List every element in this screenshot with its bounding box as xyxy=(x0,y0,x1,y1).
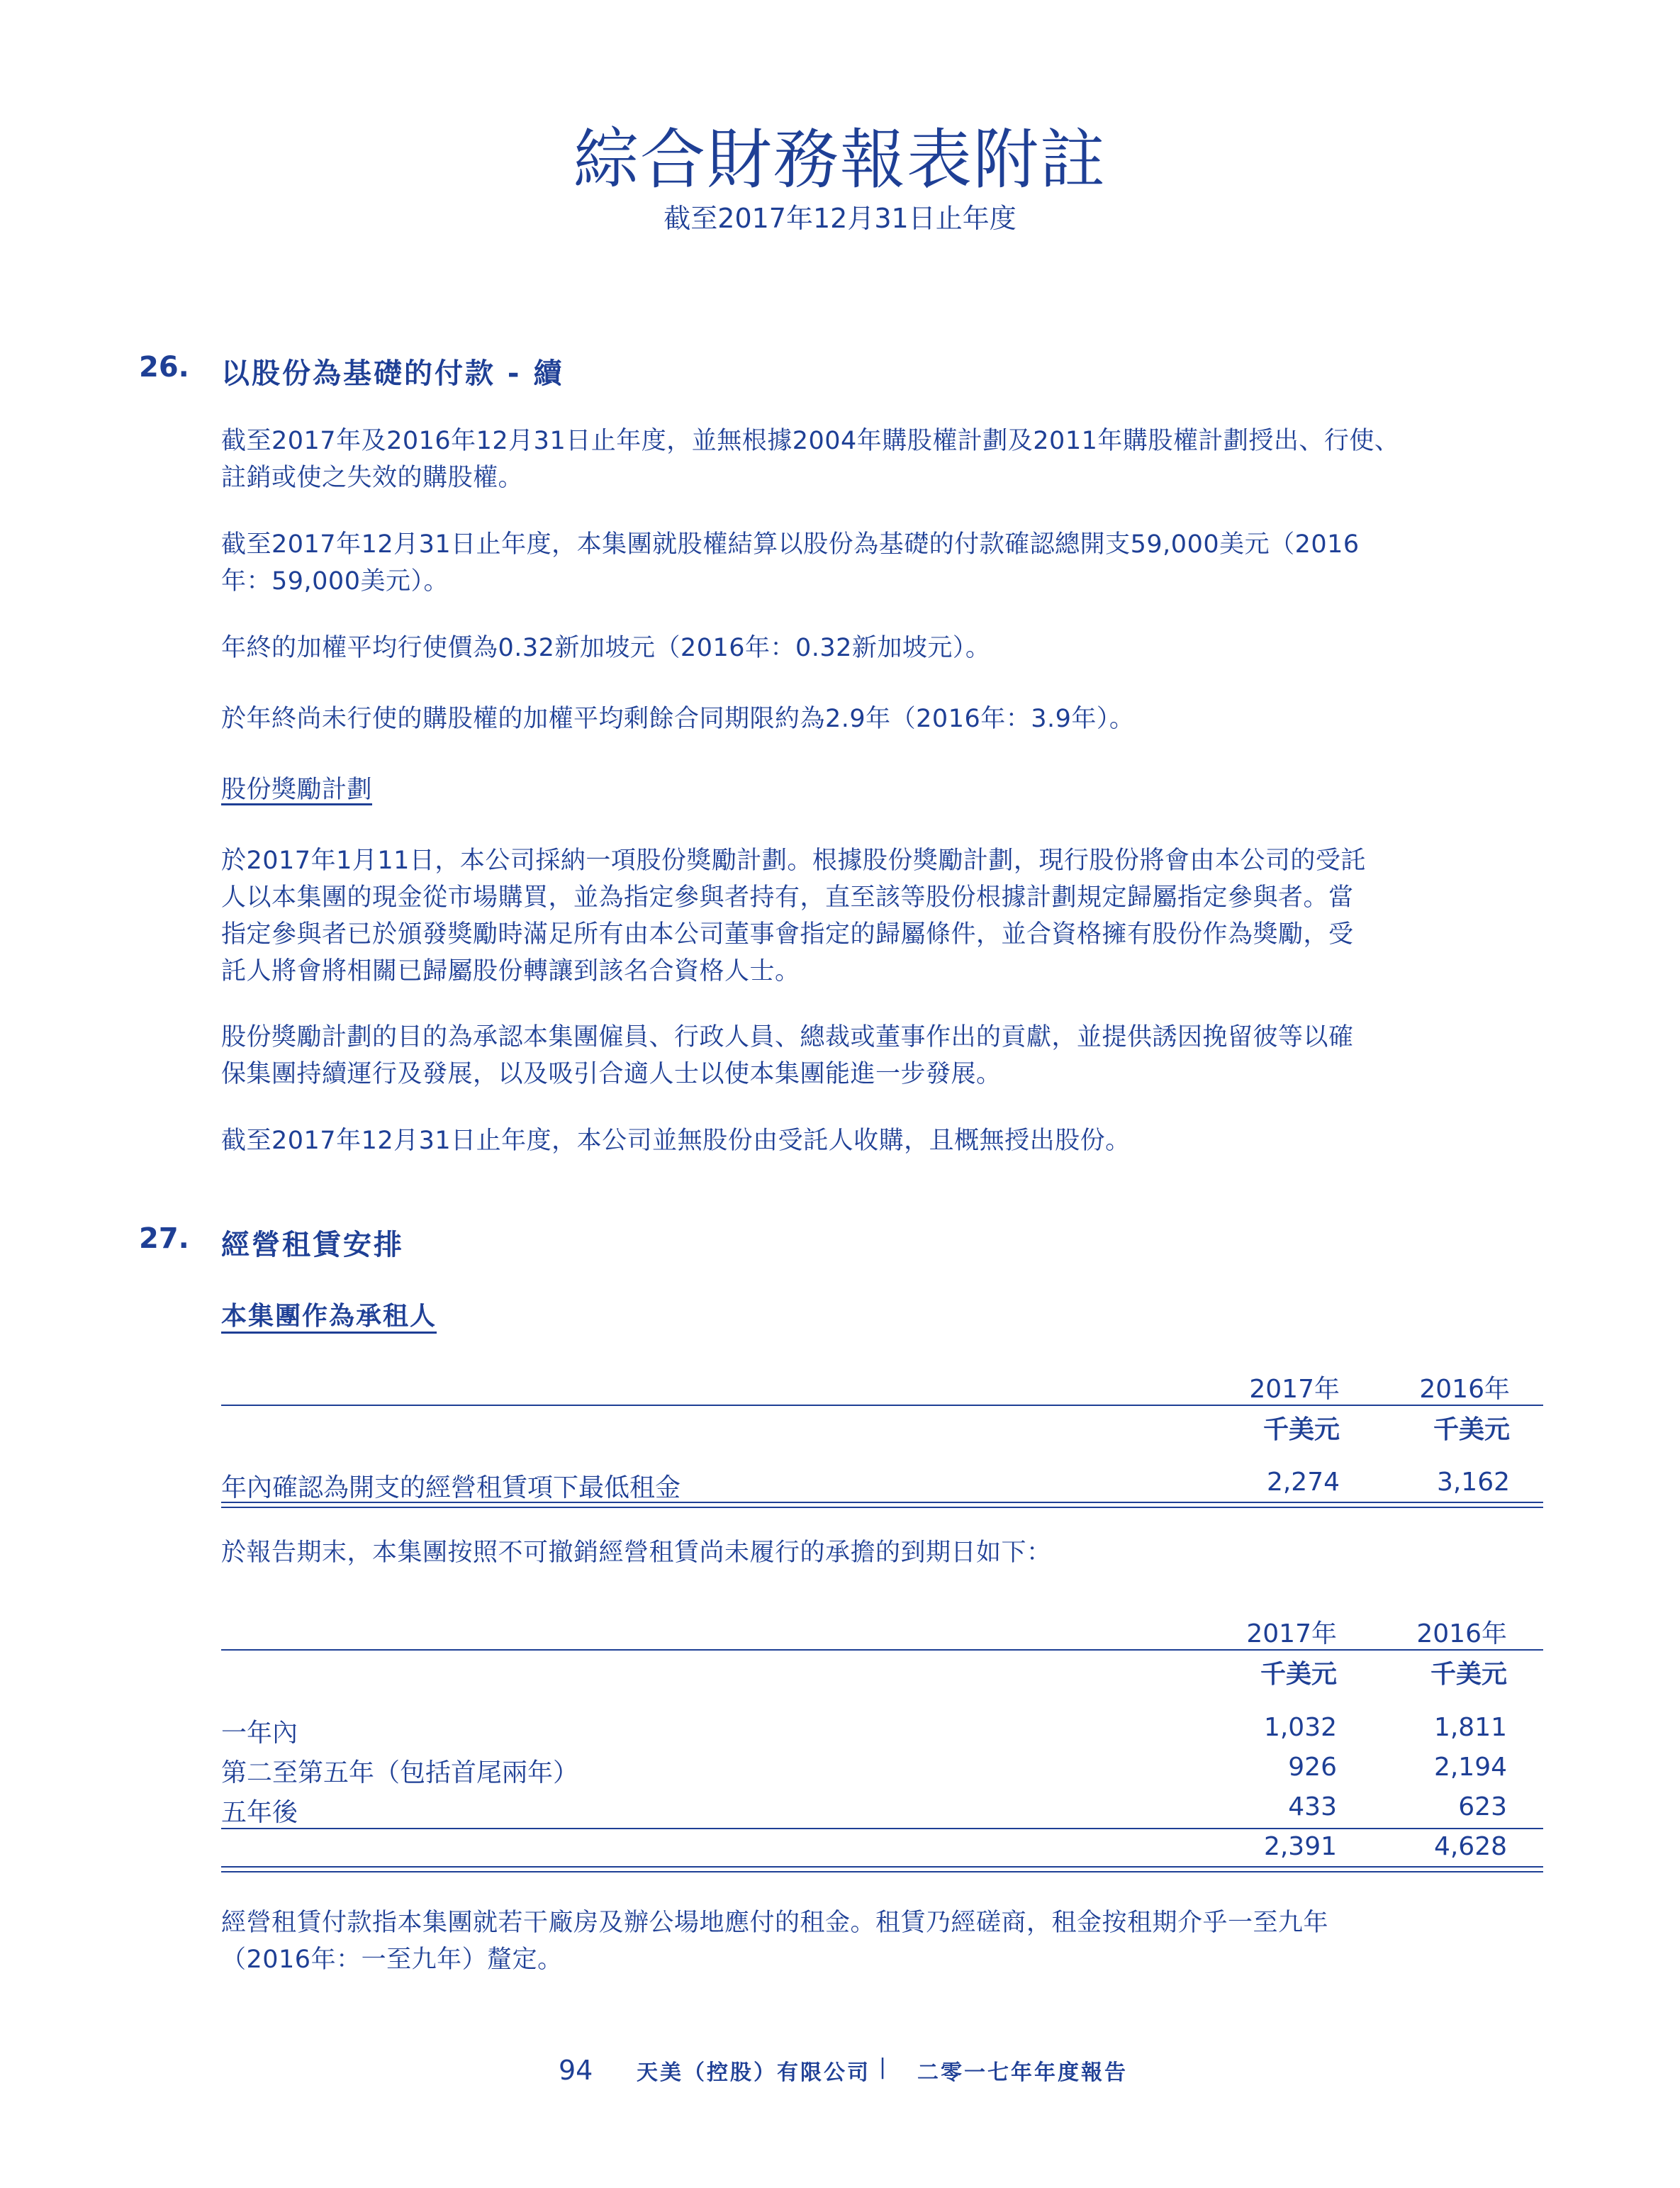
table2-row-label: 一年內 xyxy=(221,1719,298,1748)
page-subtitle: 截至2017年12月31日止年度 xyxy=(663,203,1017,234)
table1-year-2017: 2017年 xyxy=(1249,1375,1340,1404)
commitments-intro: 於報告期末，本集團按照不可撤銷經營租賃尚未履行的承擔的到期日如下： xyxy=(221,1539,1052,1567)
paragraph-26-6: 股份獎勵計劃的目的為承認本集團僱員、行政人員、總裁或董事作出的貢獻，並提供誘因挽留彼等以確 保集團持續運行及發展，以及吸引合適人士以使本集團能進一步發展。 xyxy=(221,1023,1354,1088)
table2-row-value-2016: 1,811 xyxy=(1433,1713,1507,1742)
table2-total-2017: 2,391 xyxy=(1263,1832,1337,1861)
page-title: 綜合財務報表附註 xyxy=(573,122,1107,198)
footer-separator: | xyxy=(879,2055,889,2080)
table1-row-value-2016: 3,162 xyxy=(1436,1468,1510,1497)
paragraph-26-1: 截至2017年及2016年12月31日止年度，並無根據2004年購股權計劃及2011年購股權計劃授出、行使、 註銷或使之失效的購股權。 xyxy=(221,427,1400,492)
paragraph-26-2: 截至2017年12月31日止年度，本集團就股權結算以股份為基礎的付款確認總開支59,000美元（2016 年：59,000美元）。 xyxy=(221,530,1360,596)
paragraph-26-3: 年終的加權平均行使價為0.32新加坡元（2016年：0.32新加坡元）。 xyxy=(221,634,991,662)
table2-row-value-2017: 926 xyxy=(1288,1753,1337,1782)
table2-subtotal-rule xyxy=(221,1828,1543,1829)
table2-row-value-2017: 433 xyxy=(1288,1792,1337,1821)
footer-report-title: 二零一七年年度報告 xyxy=(917,2060,1128,2085)
table2-unit-2016: 千美元 xyxy=(1430,1660,1507,1689)
table2-year-2017: 2017年 xyxy=(1246,1619,1337,1648)
footer-company: 天美（控股）有限公司 xyxy=(637,2060,870,2085)
paragraph-26-4: 於年終尚未行使的購股權的加權平均剩餘合同期限約為2.9年（2016年：3.9年）。 xyxy=(221,705,1135,733)
table2-row-value-2017: 1,032 xyxy=(1263,1713,1337,1742)
section-26-number: 26. xyxy=(139,351,189,384)
table1-double-rule xyxy=(221,1502,1543,1508)
lease-note: 經營租賃付款指本集團就若干廠房及辦公場地應付的租金。租賃乃經磋商，租金按租期介乎一至九年 （2016年：一至九年）釐定。 xyxy=(221,1909,1329,1974)
table2-unit-2017: 千美元 xyxy=(1260,1660,1337,1689)
table2-row-label: 第二至第五年（包括首尾兩年） xyxy=(221,1758,579,1787)
section-26-title: 以股份為基礎的付款 - 續 xyxy=(221,357,564,390)
share-award-subheading: 股份獎勵計劃 xyxy=(221,776,373,804)
table1-row-value-2017: 2,274 xyxy=(1266,1468,1340,1497)
section-27-number: 27. xyxy=(139,1222,189,1255)
table2-year-2016: 2016年 xyxy=(1416,1619,1507,1648)
table1-header-rule xyxy=(221,1405,1543,1406)
page-number: 94 xyxy=(559,2055,593,2086)
table2-total-2016: 4,628 xyxy=(1433,1832,1507,1861)
table2-row-label: 五年後 xyxy=(221,1798,298,1827)
table1-row-label: 年內確認為開支的經營租賃項下最低租金 xyxy=(221,1473,681,1502)
lessee-subheading: 本集團作為承租人 xyxy=(221,1302,437,1331)
table2-header-rule xyxy=(221,1649,1543,1651)
paragraph-26-7: 截至2017年12月31日止年度，本公司並無股份由受託人收購，且概無授出股份。 xyxy=(221,1127,1131,1155)
table1-unit-2017: 千美元 xyxy=(1262,1415,1340,1444)
table2-row-value-2016: 623 xyxy=(1458,1792,1507,1821)
table2-row-value-2016: 2,194 xyxy=(1433,1753,1507,1782)
table1-unit-2016: 千美元 xyxy=(1433,1415,1510,1444)
table2-double-rule xyxy=(221,1866,1543,1872)
table1-year-2016: 2016年 xyxy=(1419,1375,1510,1404)
section-27-title: 經營租賃安排 xyxy=(221,1229,404,1261)
paragraph-26-5: 於2017年1月11日，本公司採納一項股份獎勵計劃。根據股份獎勵計劃，現行股份將會由本公司的受託 人以本集團的現金從市場購買，並為指定參與者持有，直至該等股份根據計劃規定歸屬指定參與者。當 指定參與者已於頒發獎勵時滿足所有由本公司董事會指定的歸屬條件，並合資格擁有股份作為獎勵，受 託人將會將相關已歸屬股份轉讓到該名合資格人士。 xyxy=(221,847,1366,986)
